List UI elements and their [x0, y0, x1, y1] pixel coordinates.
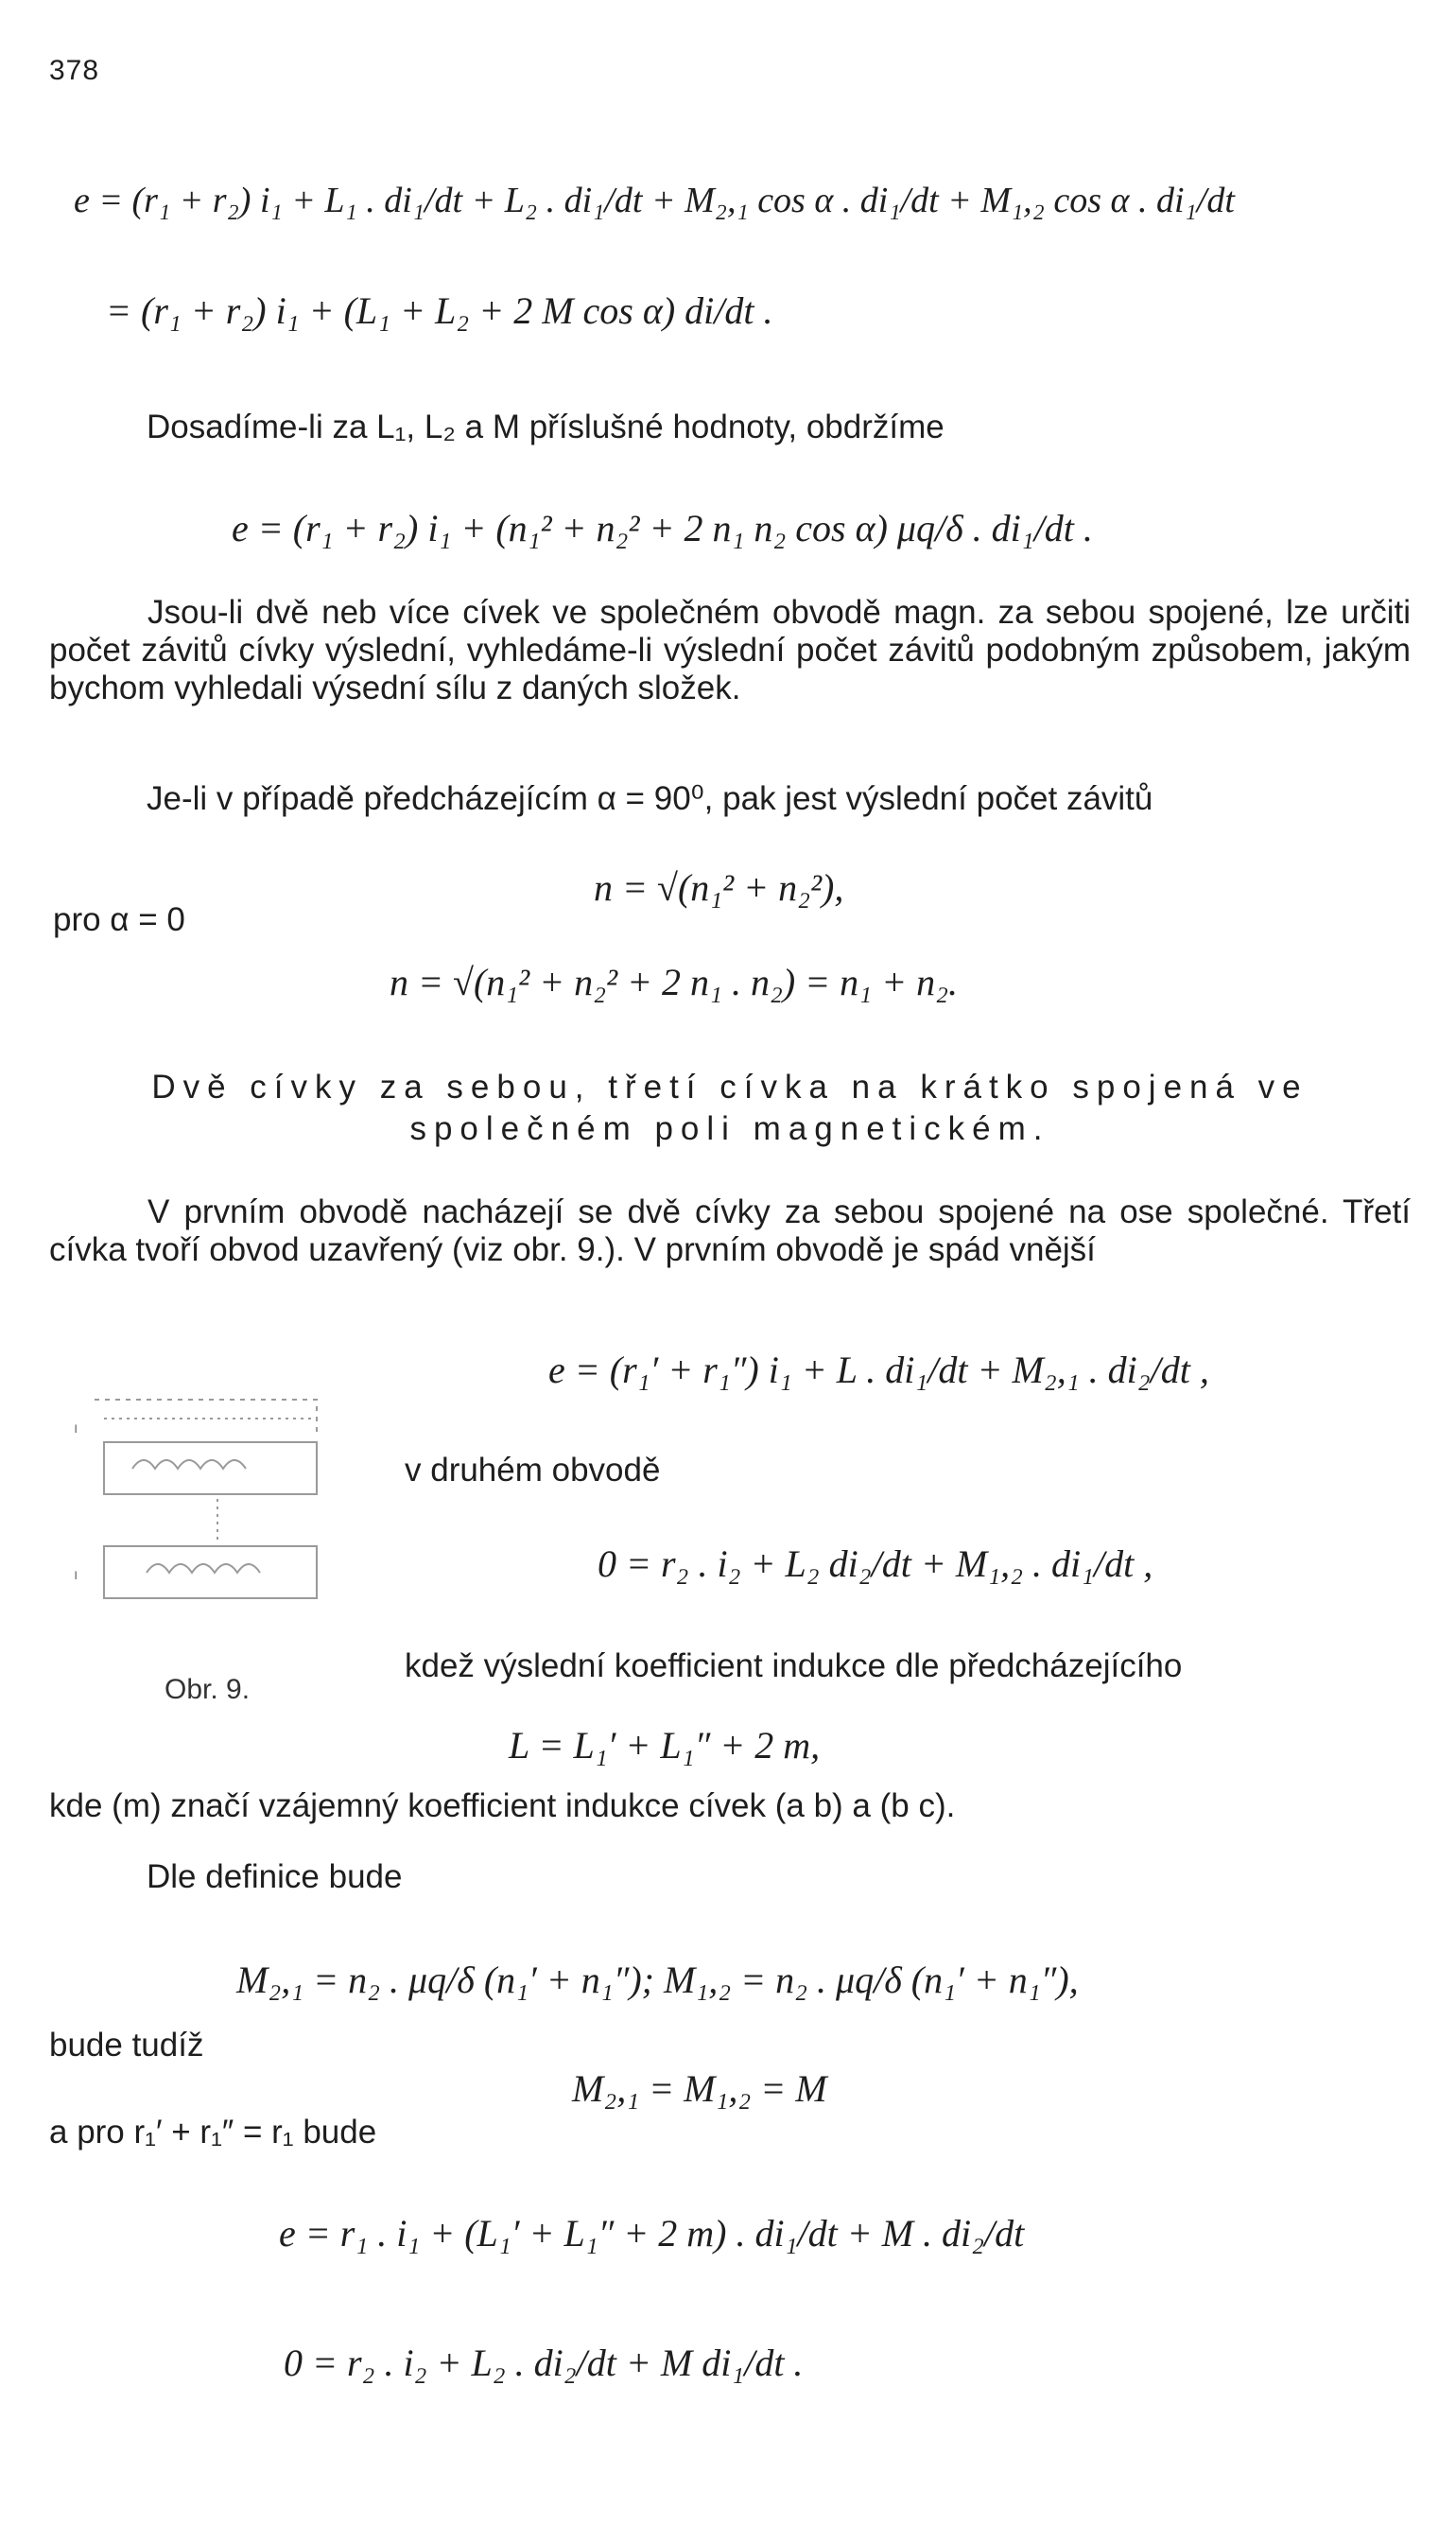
page-number: 378 — [49, 55, 100, 86]
label-v-druhem-obvode: v druhém obvodě — [405, 1452, 661, 1489]
equation-8: L = L₁′ + L₁″ + 2 m, — [509, 1724, 821, 1767]
section-heading: Dvě cívky za sebou, třetí cívka na krátko spojená ve společném poli magnetickém. — [151, 1069, 1309, 1147]
label-pro-alpha: pro α = 0 — [53, 901, 185, 938]
equation-4: n = √(n₁² + n₂²), — [594, 866, 844, 909]
label-bude-tudiz: bude tudíž — [49, 2027, 204, 2064]
svg-text:ı: ı — [74, 1420, 78, 1437]
paragraph-jsou-li: Jsou-li dvě neb více cívek ve společném obvodě magn. za sebou spojené, lze určiti počet závitů cívky výslední, vyhledáme-li výslední počet závitů podobným způsobem, jakým bychom vyhledali výsední sílu z daných složek. — [49, 594, 1411, 706]
equation-top-1: e = (r₁ + r₂) i₁ + L₁ . di₁/dt + L₂ . di₁/dt + M₂,₁ cos α . di₁/dt + M₁,₂ cos α . di₁/dt — [74, 181, 1235, 220]
paragraph-dosadime: Dosadíme-li za L₁, L₂ a M příslušné hodnoty, obdržíme — [147, 409, 945, 445]
caption-obr-9: Obr. 9. — [165, 1674, 251, 1705]
coil-diagram — [57, 1348, 340, 1631]
label-a-pro: a pro r₁′ + r₁″ = r₁ bude — [49, 2114, 377, 2151]
equation-9: M₂,₁ = n₂ . μq/δ (n₁′ + n₁″); M₁,₂ = n₂ . μq/δ (n₁′ + n₁″), — [236, 1959, 1079, 2001]
equation-10: M₂,₁ = M₁,₂ = M — [572, 2067, 827, 2110]
equation-top-2: = (r₁ + r₂) i₁ + (L₁ + L₂ + 2 M cos α) di/dt . — [106, 289, 773, 332]
paragraph-je-li: Je-li v případě předcházejícím α = 90⁰, pak jest výslední počet závitů — [147, 780, 1153, 817]
paragraph-kde-m: kde (m) značí vzájemný koefficient indukce cívek (a b) a (b c). — [49, 1787, 956, 1824]
paragraph-dle-definice: Dle definice bude — [147, 1858, 403, 1895]
equation-6: e = (r₁′ + r₁″) i₁ + L . di₁/dt + M₂,₁ . di₂/dt , — [548, 1349, 1209, 1391]
paragraph-kdez: kdež výslední koefficient indukce dle předcházejícího — [405, 1647, 1183, 1684]
svg-text:ı: ı — [74, 1567, 78, 1583]
equation-3: e = (r₁ + r₂) i₁ + (n₁² + n₂² + 2 n₁ n₂ cos α) μq/δ . di₁/dt . — [232, 507, 1093, 549]
equation-11: e = r₁ . i₁ + (L₁′ + L₁″ + 2 m) . di₁/dt + M . di₂/dt — [279, 2212, 1025, 2255]
equation-12: 0 = r₂ . i₂ + L₂ . di₂/dt + M di₁/dt . — [284, 2342, 804, 2384]
equation-7: 0 = r₂ . i₂ + L₂ di₂/dt + M₁,₂ . di₁/dt , — [598, 1542, 1153, 1585]
equation-5: n = √(n₁² + n₂² + 2 n₁ . n₂) = n₁ + n₂. — [390, 961, 958, 1003]
figure-coils — [57, 1348, 340, 1631]
paragraph-v-prvnim: V prvním obvodě nacházejí se dvě cívky za sebou spojené na ose společné. Třetí cívka tvoří obvod uzavřený (viz obr. 9.). V prvním obvodě je spád vnější — [49, 1193, 1411, 1268]
